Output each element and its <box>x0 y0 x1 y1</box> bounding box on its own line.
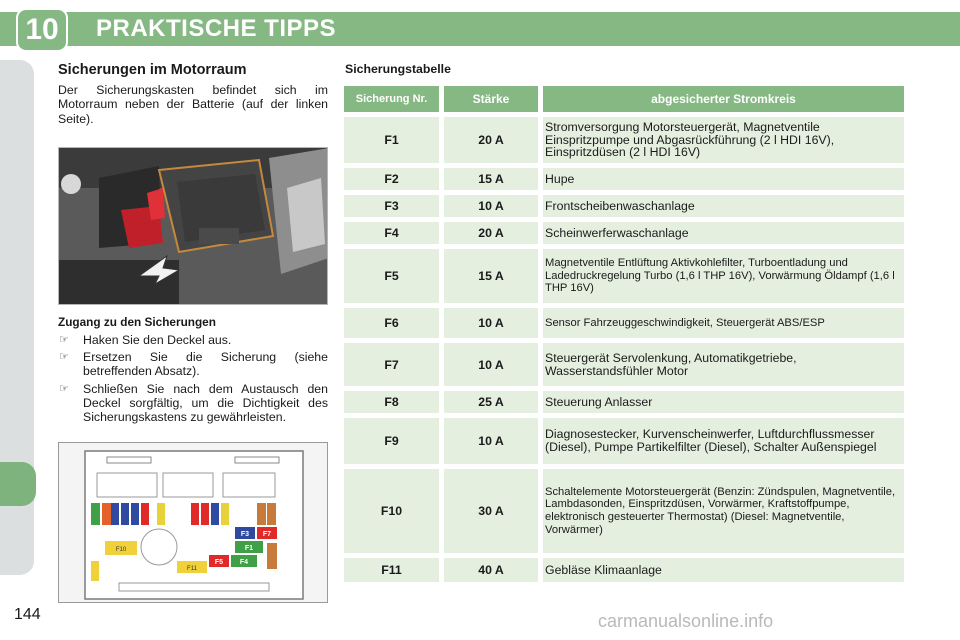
fuse-nr: F5 <box>344 249 439 303</box>
fuse-rating: 10 A <box>444 343 538 386</box>
pointing-hand-icon: ☞ <box>59 334 69 346</box>
table-row <box>344 249 904 303</box>
diagram-label: F5 <box>214 559 224 566</box>
fuse-table <box>344 86 904 587</box>
diagram-label: F7 <box>262 531 272 538</box>
fuse-circuit: Gebläse Klimaanlage <box>543 558 904 582</box>
fuse-nr: F8 <box>344 391 439 413</box>
watermark: carmanualsonline.info <box>598 611 774 631</box>
steps-list <box>58 333 328 427</box>
pointing-hand-icon: ☞ <box>59 382 69 395</box>
fuse-rating: 25 A <box>444 391 538 413</box>
table-row <box>344 195 904 217</box>
step-text: Haken Sie den Deckel aus. <box>83 333 232 347</box>
diagram-label: F1 <box>244 545 254 552</box>
engine-bay-photo <box>58 147 328 305</box>
fuse-box-diagram <box>58 442 328 603</box>
fuse-rating: 10 A <box>444 195 538 217</box>
fuse-circuit: Stromversorgung Motorsteuergerät, Magnetventile Einspritzpumpe und Abgasrückführung (2 l HDI 16V), Einspritzdüsen (2 l HDI 16V) <box>543 117 904 163</box>
list-item <box>58 382 328 425</box>
diagram-label: F11 <box>187 566 197 572</box>
fuse-circuit: Frontscheibenwaschanlage <box>543 195 904 217</box>
fuse-rating: 10 A <box>444 308 538 338</box>
intro-text: Der Sicherungskasten befindet sich im Motorraum neben der Batterie (auf der linken Seite). <box>58 83 328 126</box>
table-header-row <box>344 86 904 112</box>
fuse-circuit: Magnetventile Entlüftung Aktivkohlefilter, Turboentladung und Ladedruckregelung Turbo (1,6 l THP 16V), Vorwärmung Öldampf (1,6 l THP 16V) <box>543 249 904 303</box>
header-fuse-nr: Sicherung Nr. <box>344 86 439 112</box>
fuse-circuit: Sensor Fahrzeuggeschwindigkeit, Steuergerät ABS/ESP <box>543 308 904 338</box>
table-title: Sicherungstabelle <box>345 62 451 76</box>
fuse-rating: 20 A <box>444 117 538 163</box>
chapter-side-tab <box>0 462 36 506</box>
pointing-hand-icon: ☞ <box>59 351 69 364</box>
table-row <box>344 391 904 413</box>
table-row <box>344 117 904 163</box>
fuse-nr: F3 <box>344 195 439 217</box>
diagram-label: F10 <box>115 547 127 553</box>
fuse-nr: F11 <box>344 558 439 582</box>
fuse-nr: F9 <box>344 418 439 464</box>
table-row <box>344 168 904 190</box>
diagram-label: F3 <box>240 531 250 538</box>
fuse-nr: F4 <box>344 222 439 244</box>
section-title: Sicherungen im Motorraum <box>58 62 247 78</box>
list-item <box>58 350 328 378</box>
page-title: PRAKTISCHE TIPPS <box>96 15 337 42</box>
table-row <box>344 558 904 582</box>
fuse-nr: F6 <box>344 308 439 338</box>
table-row <box>344 469 904 553</box>
fuse-circuit: Steuerung Anlasser <box>543 391 904 413</box>
fuse-rating: 30 A <box>444 469 538 553</box>
table-row <box>344 308 904 338</box>
fuse-circuit: Steuergerät Servolenkung, Automatikgetriebe, Wasserstandsfühler Motor <box>543 343 904 386</box>
fuse-nr: F2 <box>344 168 439 190</box>
fuse-rating: 20 A <box>444 222 538 244</box>
fuse-rating: 10 A <box>444 418 538 464</box>
step-text: Ersetzen Sie die Sicherung (siehe betreffenden Absatz). <box>83 350 328 379</box>
fuse-nr: F1 <box>344 117 439 163</box>
table-row <box>344 222 904 244</box>
fuse-circuit: Diagnosestecker, Kurvenscheinwerfer, Luftdurchflussmesser (Diesel), Pumpe Partikelfilter (Diesel), Schalter Außenspiegel <box>543 418 904 464</box>
page-number: 144 <box>14 606 41 623</box>
diagram-label: F4 <box>239 559 249 566</box>
fuse-circuit: Hupe <box>543 168 904 190</box>
fuse-rating: 15 A <box>444 249 538 303</box>
header-rating: Stärke <box>444 86 538 112</box>
fuse-circuit: Scheinwerferwaschanlage <box>543 222 904 244</box>
access-title: Zugang zu den Sicherungen <box>58 315 216 329</box>
fuse-rating: 40 A <box>444 558 538 582</box>
fuse-nr: F7 <box>344 343 439 386</box>
list-item <box>58 333 328 347</box>
fuse-rating: 15 A <box>444 168 538 190</box>
chapter-badge: 10 <box>16 8 68 52</box>
header-circuit: abgesicherter Stromkreis <box>543 86 904 112</box>
table-row <box>344 343 904 386</box>
step-text: Schließen Sie nach dem Austausch den Deckel sorgfältig, um die Dichtigkeit des Sicherungskastens zu gewährleisten. <box>83 381 328 425</box>
table-row <box>344 418 904 464</box>
fuse-circuit: Schaltelemente Motorsteuergerät (Benzin: Zündspulen, Magnetventile, Lambdasonden, Einspritzdüsen, Vorwärmer, Kraftstoffpumpe, elektronisch gesteuerter Thermostat) (Diesel: Magnetventile, Vorwärmer) <box>543 469 904 553</box>
fuse-nr: F10 <box>344 469 439 553</box>
